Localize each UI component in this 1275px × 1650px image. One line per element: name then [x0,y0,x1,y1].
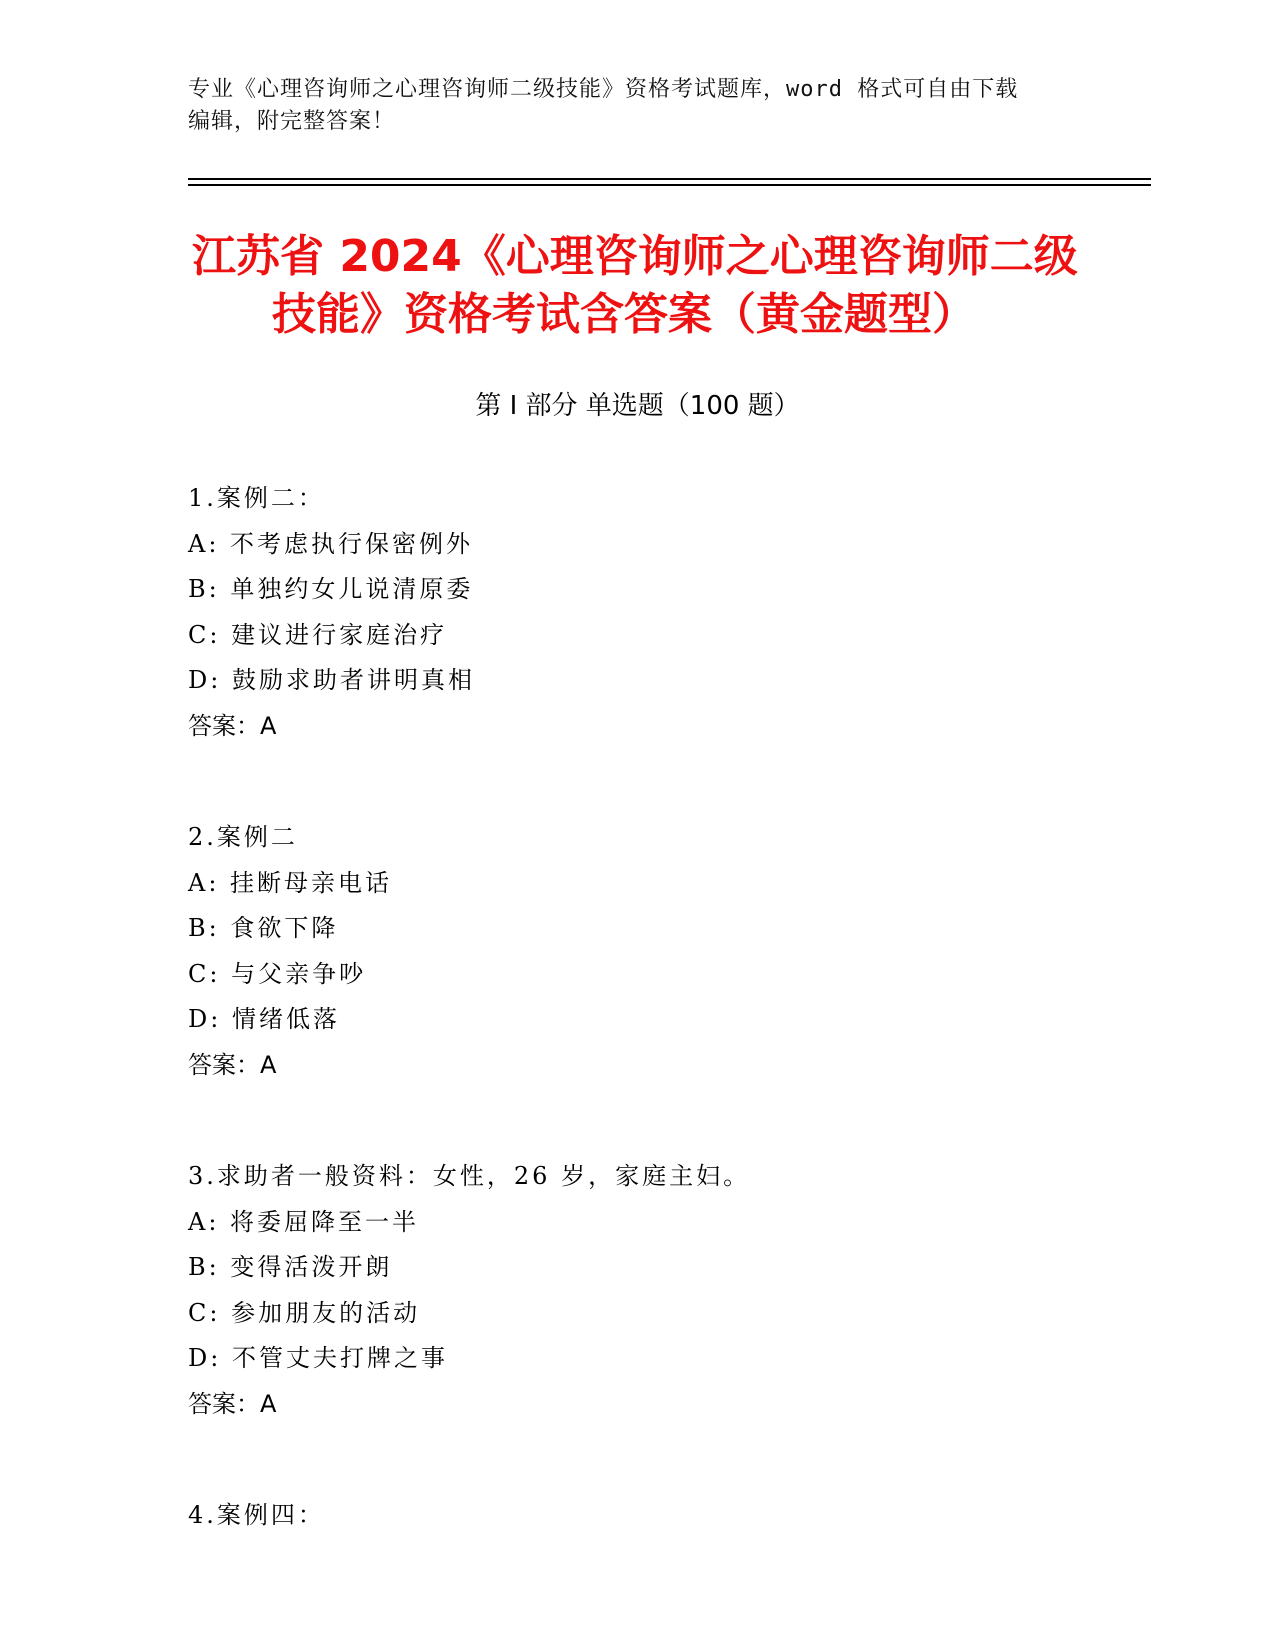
answer-line: 答案：A [188,711,277,740]
option-c: C: 参加朋友的活动 [188,1298,421,1327]
question-item-4 [188,1493,1128,1539]
document-title-line-1: 江苏省 2024《心理咨询师之心理咨询师二级 [192,231,1078,282]
question-stem: 1.案例二： [188,484,325,512]
question-item-3 [188,1154,1128,1427]
option-b: B: 单独约女儿说清原委 [188,575,474,603]
option-a: A: 挂断母亲电话 [188,868,393,897]
option-c: C: 与父亲争吵 [188,959,367,988]
header-note-line-1: 专业《心理咨询师之心理咨询师二级技能》资格考试题库，word 格式可自由下载 [188,77,1019,102]
question-stem: 2.案例二 [188,823,298,851]
header-note-line-2: 编辑，附完整答案！ [188,109,396,134]
question-stem: 3.求助者一般资料：女性，26 岁，家庭主妇。 [188,1162,751,1190]
question-list [188,476,1128,1605]
option-d: D: 鼓励求助者讲明真相 [188,666,475,694]
option-d: D: 不管丈夫打牌之事 [188,1344,448,1372]
option-b: B: 变得活泼开朗 [188,1253,393,1281]
option-c: C: 建议进行家庭治疗 [188,620,448,649]
option-a: A: 不考虑执行保密例外 [188,529,474,558]
option-b: B: 食欲下降 [188,914,339,942]
answer-line: 答案：A [188,1050,277,1079]
header-note [188,74,1068,138]
section-heading: 第 I 部分 单选题（100 题） [475,391,800,421]
header-rule-bottom [188,184,1151,186]
question-item-2 [188,815,1128,1088]
answer-line: 答案：A [188,1389,277,1418]
question-item-1 [188,476,1128,749]
option-a: A: 将委屈降至一半 [188,1207,420,1236]
question-stem: 4.案例四： [188,1501,325,1529]
header-rule-top [188,178,1151,180]
option-d: D: 情绪低落 [188,1005,340,1033]
document-title [188,228,1088,344]
document-title-line-2: 技能》资格考试含答案（黄金题型） [272,289,976,340]
